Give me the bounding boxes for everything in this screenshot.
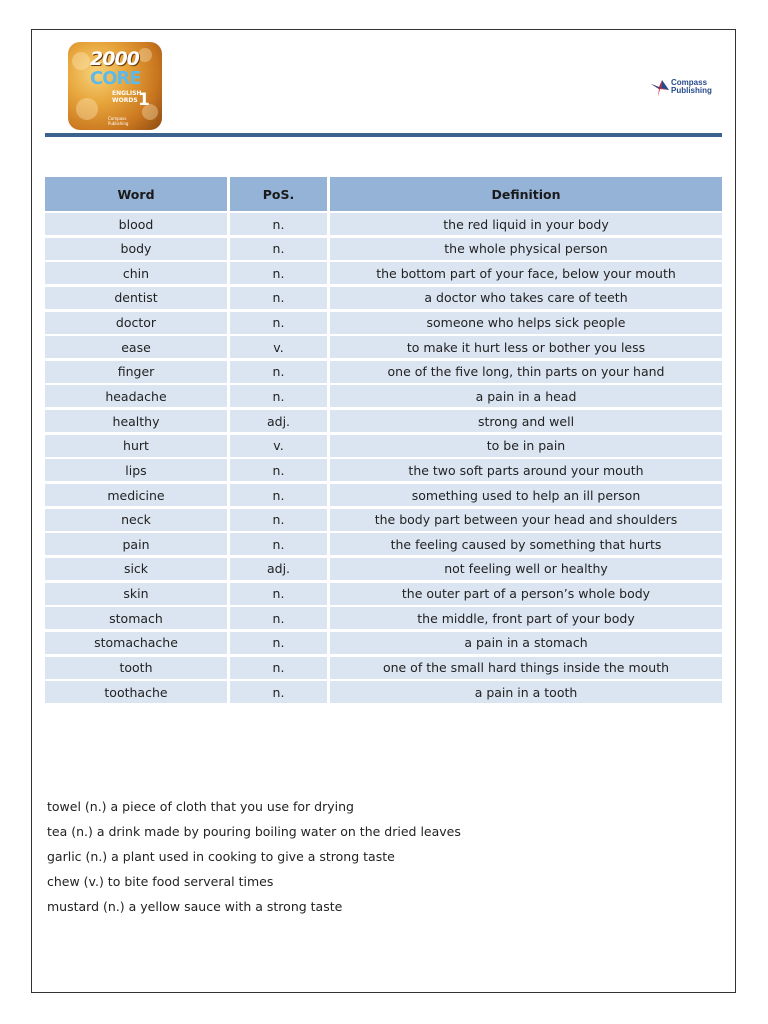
table-row bbox=[45, 336, 722, 358]
word-cell: ease bbox=[45, 336, 227, 358]
pos-cell: n. bbox=[230, 533, 327, 555]
word-cell: healthy bbox=[45, 410, 227, 432]
table-row bbox=[45, 361, 722, 383]
definition-cell: a pain in a stomach bbox=[330, 632, 722, 654]
pos-cell: n. bbox=[230, 385, 327, 407]
table-row bbox=[45, 459, 722, 481]
table-row bbox=[45, 558, 722, 580]
pos-cell: n. bbox=[230, 459, 327, 481]
pos-cell: n. bbox=[230, 361, 327, 383]
word-cell: stomachache bbox=[45, 632, 227, 654]
definition-cell: the middle, front part of your body bbox=[330, 607, 722, 629]
word-cell: doctor bbox=[45, 312, 227, 334]
table-row bbox=[45, 607, 722, 629]
word-cell: lips bbox=[45, 459, 227, 481]
definition-cell: the outer part of a person’s whole body bbox=[330, 583, 722, 605]
table-row bbox=[45, 213, 722, 235]
definition-cell: the bottom part of your face, below your mouth bbox=[330, 262, 722, 284]
word-cell: hurt bbox=[45, 435, 227, 457]
word-cell: stomach bbox=[45, 607, 227, 629]
definition-cell: not feeling well or healthy bbox=[330, 558, 722, 580]
word-cell: finger bbox=[45, 361, 227, 383]
word-cell: medicine bbox=[45, 484, 227, 506]
word-cell: chin bbox=[45, 262, 227, 284]
table-row bbox=[45, 632, 722, 654]
pos-cell: n. bbox=[230, 262, 327, 284]
definition-cell: the body part between your head and shoulders bbox=[330, 509, 722, 531]
definition-cell: strong and well bbox=[330, 410, 722, 432]
publisher-name bbox=[671, 79, 712, 95]
cover-subtitle-line1: ENGLISH bbox=[112, 90, 142, 97]
word-cell: skin bbox=[45, 583, 227, 605]
bokeh-decoration bbox=[76, 98, 98, 120]
cover-publisher bbox=[108, 116, 128, 126]
pos-cell: n. bbox=[230, 607, 327, 629]
pos-cell: adj. bbox=[230, 410, 327, 432]
pos-cell: v. bbox=[230, 435, 327, 457]
publisher-logo bbox=[650, 77, 720, 99]
pos-cell: n. bbox=[230, 632, 327, 654]
pos-cell: n. bbox=[230, 509, 327, 531]
cover-volume-number: 1 bbox=[138, 90, 150, 110]
table-row bbox=[45, 583, 722, 605]
extra-words-list bbox=[47, 798, 647, 923]
table-row bbox=[45, 262, 722, 284]
pos-cell: n. bbox=[230, 583, 327, 605]
pos-cell: n. bbox=[230, 484, 327, 506]
definition-cell: something used to help an ill person bbox=[330, 484, 722, 506]
definition-cell: the feeling caused by something that hurts bbox=[330, 533, 722, 555]
book-cover-logo bbox=[68, 42, 162, 130]
extra-word-entry: mustard (n.) a yellow sauce with a strong taste bbox=[47, 899, 343, 914]
pos-cell: n. bbox=[230, 287, 327, 309]
table-row bbox=[45, 509, 722, 531]
word-cell: body bbox=[45, 238, 227, 260]
word-cell: neck bbox=[45, 509, 227, 531]
definition-cell: one of the five long, thin parts on your hand bbox=[330, 361, 722, 383]
pos-cell: adj. bbox=[230, 558, 327, 580]
table-header-row bbox=[45, 177, 722, 211]
publisher-name-line2: Publishing bbox=[671, 86, 712, 95]
table-row bbox=[45, 657, 722, 679]
cover-publisher-line1: Compass bbox=[108, 116, 127, 121]
pos-cell: n. bbox=[230, 657, 327, 679]
pos-cell: v. bbox=[230, 336, 327, 358]
table-row bbox=[45, 410, 722, 432]
extra-word-entry: garlic (n.) a plant used in cooking to give a strong taste bbox=[47, 849, 395, 864]
definition-cell: the red liquid in your body bbox=[330, 213, 722, 235]
definition-cell: to be in pain bbox=[330, 435, 722, 457]
word-cell: blood bbox=[45, 213, 227, 235]
pos-cell: n. bbox=[230, 213, 327, 235]
cover-subtitle-line2: WORDS bbox=[112, 97, 138, 104]
definition-cell: one of the small hard things inside the mouth bbox=[330, 657, 722, 679]
definition-cell: a pain in a tooth bbox=[330, 681, 722, 703]
cover-title: 2000 bbox=[90, 48, 139, 70]
word-cell: pain bbox=[45, 533, 227, 555]
compass-star-icon bbox=[650, 78, 670, 98]
vocabulary-table bbox=[45, 177, 722, 706]
extra-word-entry: towel (n.) a piece of cloth that you use for drying bbox=[47, 799, 354, 814]
definition-cell: to make it hurt less or bother you less bbox=[330, 336, 722, 358]
cover-publisher-line2: Publishing bbox=[108, 121, 129, 126]
table-row bbox=[45, 533, 722, 555]
definition-cell: a pain in a head bbox=[330, 385, 722, 407]
extra-word-entry: tea (n.) a drink made by pouring boiling water on the dried leaves bbox=[47, 824, 461, 839]
table-row bbox=[45, 287, 722, 309]
publisher-name-line1: Compass bbox=[671, 78, 708, 87]
cover-core-text: CORE bbox=[90, 68, 141, 89]
pos-cell: n. bbox=[230, 681, 327, 703]
extra-word-entry: chew (v.) to bite food serveral times bbox=[47, 874, 274, 889]
column-header-definition: Definition bbox=[330, 177, 722, 211]
column-header-pos: PoS. bbox=[230, 177, 327, 211]
table-row bbox=[45, 681, 722, 703]
word-cell: sick bbox=[45, 558, 227, 580]
header-rule bbox=[45, 133, 722, 137]
bokeh-decoration bbox=[138, 48, 152, 62]
table-row bbox=[45, 238, 722, 260]
table-row bbox=[45, 312, 722, 334]
word-cell: tooth bbox=[45, 657, 227, 679]
word-cell: dentist bbox=[45, 287, 227, 309]
pos-cell: n. bbox=[230, 312, 327, 334]
definition-cell: someone who helps sick people bbox=[330, 312, 722, 334]
pos-cell: n. bbox=[230, 238, 327, 260]
definition-cell: a doctor who takes care of teeth bbox=[330, 287, 722, 309]
word-cell: headache bbox=[45, 385, 227, 407]
table-row bbox=[45, 484, 722, 506]
definition-cell: the two soft parts around your mouth bbox=[330, 459, 722, 481]
definition-cell: the whole physical person bbox=[330, 238, 722, 260]
column-header-word: Word bbox=[45, 177, 227, 211]
word-cell: toothache bbox=[45, 681, 227, 703]
table-row bbox=[45, 385, 722, 407]
table-row bbox=[45, 435, 722, 457]
bokeh-decoration bbox=[72, 52, 90, 70]
